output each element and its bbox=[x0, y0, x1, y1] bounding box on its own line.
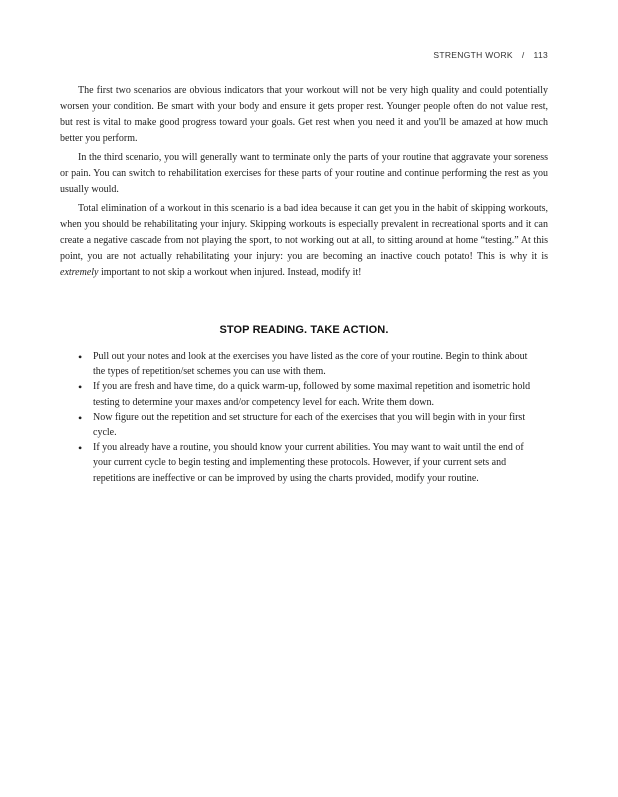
list-item bbox=[78, 379, 538, 409]
bullet-icon: • bbox=[78, 410, 83, 425]
list-item-text: If you already have a routine, you should know your current abilities. You may want to wait until the end of your current cycle to begin testing and implementing these protocols. However, if your current sets and repetitions are ineffective or can be improved by using the charts provided, modify your routine. bbox=[93, 442, 524, 484]
bullet-icon: • bbox=[78, 350, 83, 364]
paragraph: In the third scenario, you will generally want to terminate only the parts of your routine that aggravate your soreness or pain. You can switch to rehabilitation exercises for these parts of your routine and continue performing the rest as you usually would. bbox=[60, 152, 548, 195]
list-item-text: Pull out your notes and look at the exercises you have listed as the core of your routine. Begin to think about the types of repetition/set schemes you can use with them. bbox=[93, 351, 528, 378]
list-item bbox=[78, 349, 538, 379]
running-head-separator: / bbox=[521, 50, 525, 60]
emphasized-word: extremely bbox=[60, 267, 99, 278]
body-text bbox=[60, 83, 548, 284]
list-item-text: If you are fresh and have time, do a quick warm-up, followed by some maximal repetition and isometric hold testing to determine your maxes and/or competency level for each. Write them down. bbox=[93, 381, 531, 408]
section-heading: STOP READING. TAKE ACTION. bbox=[219, 324, 389, 336]
paragraph bbox=[60, 201, 548, 281]
paragraph-text: Total elimination of a workout in this scenario is a bad idea because it can get you in the habit of skipping workouts, when you should be rehabilitating your injury. Skipping workouts is especially prevalent in recreational sports and it can create a negative cascade from not playing the sport, to not working out at all, to sitting around at home “testing.” At this point, you are not actually rehabilitating your injury: you are becoming an inactive couch potato! This is why it is bbox=[60, 203, 548, 262]
list-item bbox=[78, 410, 538, 440]
paragraph: The first two scenarios are obvious indicators that your workout will not be very high quality and could potentially worsen your condition. Be smart with your body and ensure it gets proper rest. Younger people often do not value rest, but rest is vital to make good progress toward your goals. Get rest when you need it and you'll be amazed at how much better you perform. bbox=[60, 85, 548, 144]
list-item bbox=[78, 440, 538, 486]
list-item-text: Now figure out the repetition and set structure for each of the exercises that you will begin with in your first cycle. bbox=[93, 411, 526, 439]
action-list bbox=[78, 349, 538, 486]
running-head bbox=[433, 50, 548, 60]
running-head-section: STRENGTH WORK bbox=[433, 50, 513, 60]
bullet-icon: • bbox=[78, 441, 83, 456]
page-number: 113 bbox=[533, 50, 548, 60]
bullet-icon: • bbox=[78, 380, 83, 395]
paragraph-text: important to not skip a workout when injured. Instead, modify it! bbox=[98, 267, 362, 278]
